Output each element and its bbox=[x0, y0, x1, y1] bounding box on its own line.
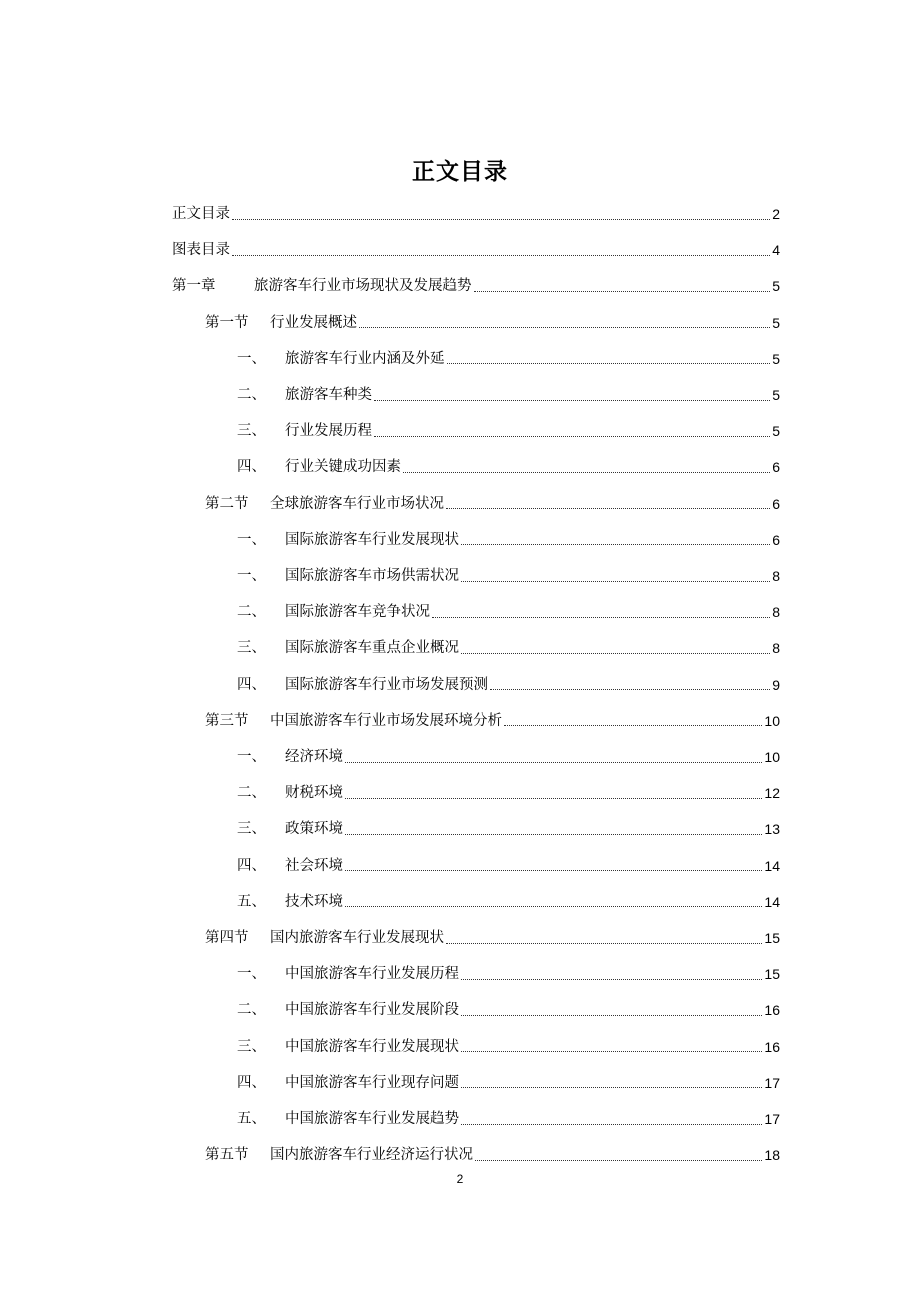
toc-entry[interactable] bbox=[237, 739, 780, 775]
toc-entry-number: 三、 bbox=[237, 640, 266, 657]
toc-entry-number: 一、 bbox=[237, 749, 266, 765]
toc-entry-page: 8 bbox=[772, 640, 780, 657]
toc-entry-page: 17 bbox=[764, 1111, 780, 1127]
toc-entry-label: 行业发展概述 bbox=[270, 314, 357, 331]
toc-entry[interactable] bbox=[237, 992, 780, 1028]
toc-entry-label: 图表目录 bbox=[172, 242, 230, 259]
toc-entry-number: 二、 bbox=[237, 604, 266, 621]
toc-entry[interactable] bbox=[237, 775, 780, 811]
toc-entry-page: 4 bbox=[772, 242, 780, 259]
toc-entry-label: 国际旅游客车重点企业概况 bbox=[285, 640, 459, 657]
toc-entry[interactable] bbox=[237, 413, 780, 449]
dot-leader bbox=[345, 906, 762, 907]
toc-entry-page: 2 bbox=[772, 206, 780, 222]
toc-entry-label: 旅游客车种类 bbox=[285, 387, 372, 403]
toc-entry-page: 5 bbox=[772, 350, 780, 367]
toc-entry-label: 全球旅游客车行业市场状况 bbox=[270, 495, 444, 512]
toc-entry[interactable] bbox=[237, 558, 780, 594]
dot-leader bbox=[475, 1160, 762, 1161]
toc-entry-number: 一、 bbox=[237, 350, 266, 367]
toc-entry-label: 中国旅游客车行业发展趋势 bbox=[285, 1111, 459, 1127]
toc-entry-page: 8 bbox=[772, 568, 780, 584]
toc-entry-label: 社会环境 bbox=[285, 857, 343, 874]
dot-leader bbox=[345, 798, 762, 799]
toc-entry-page: 15 bbox=[764, 966, 780, 983]
toc-entry-page: 10 bbox=[764, 749, 780, 765]
toc-entry-number: 第三节 bbox=[205, 712, 249, 729]
toc-entry-number: 五、 bbox=[237, 893, 266, 910]
toc-entry-label: 中国旅游客车行业市场发展环境分析 bbox=[270, 712, 502, 729]
toc-entry-page: 5 bbox=[772, 314, 780, 331]
toc-entry-number: 第一节 bbox=[205, 314, 249, 331]
toc-entry[interactable] bbox=[205, 305, 780, 341]
toc-entry-label: 国内旅游客车行业经济运行状况 bbox=[270, 1147, 473, 1164]
toc-entry-label: 中国旅游客车行业发展现状 bbox=[285, 1038, 459, 1055]
toc-entry-number: 第四节 bbox=[205, 930, 249, 946]
toc-entry[interactable] bbox=[172, 232, 780, 268]
toc-entry-page: 18 bbox=[764, 1147, 780, 1164]
toc-entry-number: 五、 bbox=[237, 1111, 266, 1127]
dot-leader bbox=[374, 400, 770, 401]
dot-leader bbox=[345, 834, 762, 835]
toc-entry-page: 5 bbox=[772, 423, 780, 440]
toc-entry-page: 9 bbox=[772, 676, 780, 693]
toc-entry[interactable] bbox=[237, 1065, 780, 1101]
toc-entry-page: 10 bbox=[764, 712, 780, 729]
toc-entry-number: 第五节 bbox=[205, 1147, 249, 1164]
toc-entry-label: 国际旅游客车竞争状况 bbox=[285, 604, 430, 621]
dot-leader bbox=[461, 653, 770, 654]
toc-entry-label: 正文目录 bbox=[172, 206, 230, 222]
toc-entry-page: 16 bbox=[764, 1038, 780, 1055]
toc-entry[interactable] bbox=[237, 884, 780, 920]
dot-leader bbox=[446, 943, 762, 944]
toc-entry-page: 5 bbox=[772, 278, 780, 295]
toc-entry-label: 财税环境 bbox=[285, 785, 343, 802]
toc-entry[interactable] bbox=[205, 703, 780, 739]
toc-entry-label: 中国旅游客车行业发展阶段 bbox=[285, 1002, 459, 1019]
toc-entry-number: 第二节 bbox=[205, 495, 249, 512]
toc-entry-number: 三、 bbox=[237, 821, 266, 838]
toc-entry[interactable] bbox=[237, 630, 780, 666]
toc-entry[interactable] bbox=[237, 811, 780, 847]
toc-entry-number: 一、 bbox=[237, 531, 266, 548]
toc-entry-label: 国际旅游客车市场供需状况 bbox=[285, 568, 459, 584]
toc-entry-label: 经济环境 bbox=[285, 749, 343, 765]
dot-leader bbox=[345, 870, 762, 871]
toc-entry-label: 旅游客车行业市场现状及发展趋势 bbox=[254, 278, 472, 295]
page-number: 2 bbox=[456, 1172, 464, 1186]
toc-entry-page: 14 bbox=[764, 893, 780, 910]
toc-entry[interactable] bbox=[205, 1137, 780, 1173]
toc-entry-number: 四、 bbox=[237, 459, 266, 476]
toc-entry-page: 15 bbox=[764, 930, 780, 946]
toc-entry-label: 政策环境 bbox=[285, 821, 343, 838]
dot-leader bbox=[432, 617, 770, 618]
toc-entry[interactable] bbox=[237, 956, 780, 992]
toc-entry-label: 国际旅游客车行业市场发展预测 bbox=[285, 676, 488, 693]
toc-entry-number: 三、 bbox=[237, 1038, 266, 1055]
toc-entry[interactable] bbox=[237, 341, 780, 377]
toc-entry[interactable] bbox=[205, 920, 780, 956]
dot-leader bbox=[490, 689, 770, 690]
toc-entry-label: 行业关键成功因素 bbox=[285, 459, 401, 476]
toc-entry[interactable] bbox=[237, 1101, 780, 1137]
toc-entry-label: 行业发展历程 bbox=[285, 423, 372, 440]
toc-entry-page: 6 bbox=[772, 531, 780, 548]
toc-entry-number: 三、 bbox=[237, 423, 266, 440]
toc-entry-number: 一、 bbox=[237, 966, 266, 983]
toc-entry-number: 四、 bbox=[237, 1074, 266, 1091]
toc-entry[interactable] bbox=[172, 268, 780, 304]
dot-leader bbox=[504, 725, 762, 726]
dot-leader bbox=[461, 544, 770, 545]
dot-leader bbox=[345, 762, 762, 763]
toc-entry-page: 6 bbox=[772, 459, 780, 476]
dot-leader bbox=[232, 219, 770, 220]
dot-leader bbox=[474, 291, 771, 292]
toc-entry[interactable] bbox=[237, 522, 780, 558]
toc-entry-page: 5 bbox=[772, 387, 780, 403]
dot-leader bbox=[461, 1124, 762, 1125]
dot-leader bbox=[374, 436, 770, 437]
toc-entry-page: 6 bbox=[772, 495, 780, 512]
toc-entry[interactable] bbox=[237, 377, 780, 413]
toc-entry-page: 13 bbox=[764, 821, 780, 838]
toc-entry-number: 二、 bbox=[237, 387, 266, 403]
toc-entry-label: 中国旅游客车行业发展历程 bbox=[285, 966, 459, 983]
toc-entry-label: 旅游客车行业内涵及外延 bbox=[285, 350, 445, 367]
dot-leader bbox=[461, 1087, 762, 1088]
toc-entry-page: 16 bbox=[764, 1002, 780, 1019]
dot-leader bbox=[446, 508, 770, 509]
toc-entry-page: 14 bbox=[764, 857, 780, 874]
toc-entry-label: 技术环境 bbox=[285, 893, 343, 910]
toc-entry-label: 中国旅游客车行业现存问题 bbox=[285, 1074, 459, 1091]
dot-leader bbox=[447, 363, 771, 364]
toc-entry-number: 一、 bbox=[237, 568, 266, 584]
toc-entry[interactable] bbox=[205, 486, 780, 522]
toc-entry-number: 二、 bbox=[237, 1002, 266, 1019]
toc-entry-page: 12 bbox=[764, 785, 780, 802]
toc-entry-label: 国际旅游客车行业发展现状 bbox=[285, 531, 459, 548]
dot-leader bbox=[461, 1015, 762, 1016]
dot-leader bbox=[461, 979, 762, 980]
toc-entry-number: 四、 bbox=[237, 676, 266, 693]
dot-leader bbox=[359, 327, 770, 328]
dot-leader bbox=[461, 581, 770, 582]
dot-leader bbox=[461, 1051, 762, 1052]
toc-entry-page: 17 bbox=[764, 1074, 780, 1091]
toc-entry[interactable] bbox=[237, 1029, 780, 1065]
toc-entry-label: 国内旅游客车行业发展现状 bbox=[270, 930, 444, 946]
toc-entry[interactable] bbox=[237, 848, 780, 884]
toc-entry[interactable] bbox=[237, 594, 780, 630]
toc-entry[interactable] bbox=[237, 667, 780, 703]
toc-entry[interactable] bbox=[172, 196, 780, 232]
toc-entry-number: 二、 bbox=[237, 785, 266, 802]
dot-leader bbox=[403, 472, 770, 473]
dot-leader bbox=[232, 255, 770, 256]
toc-entry-page: 8 bbox=[772, 604, 780, 621]
toc-entry-number: 第一章 bbox=[172, 278, 216, 295]
toc-entry-number: 四、 bbox=[237, 857, 266, 874]
page-title: 正文目录 bbox=[412, 159, 508, 185]
toc-entry[interactable] bbox=[237, 449, 780, 485]
